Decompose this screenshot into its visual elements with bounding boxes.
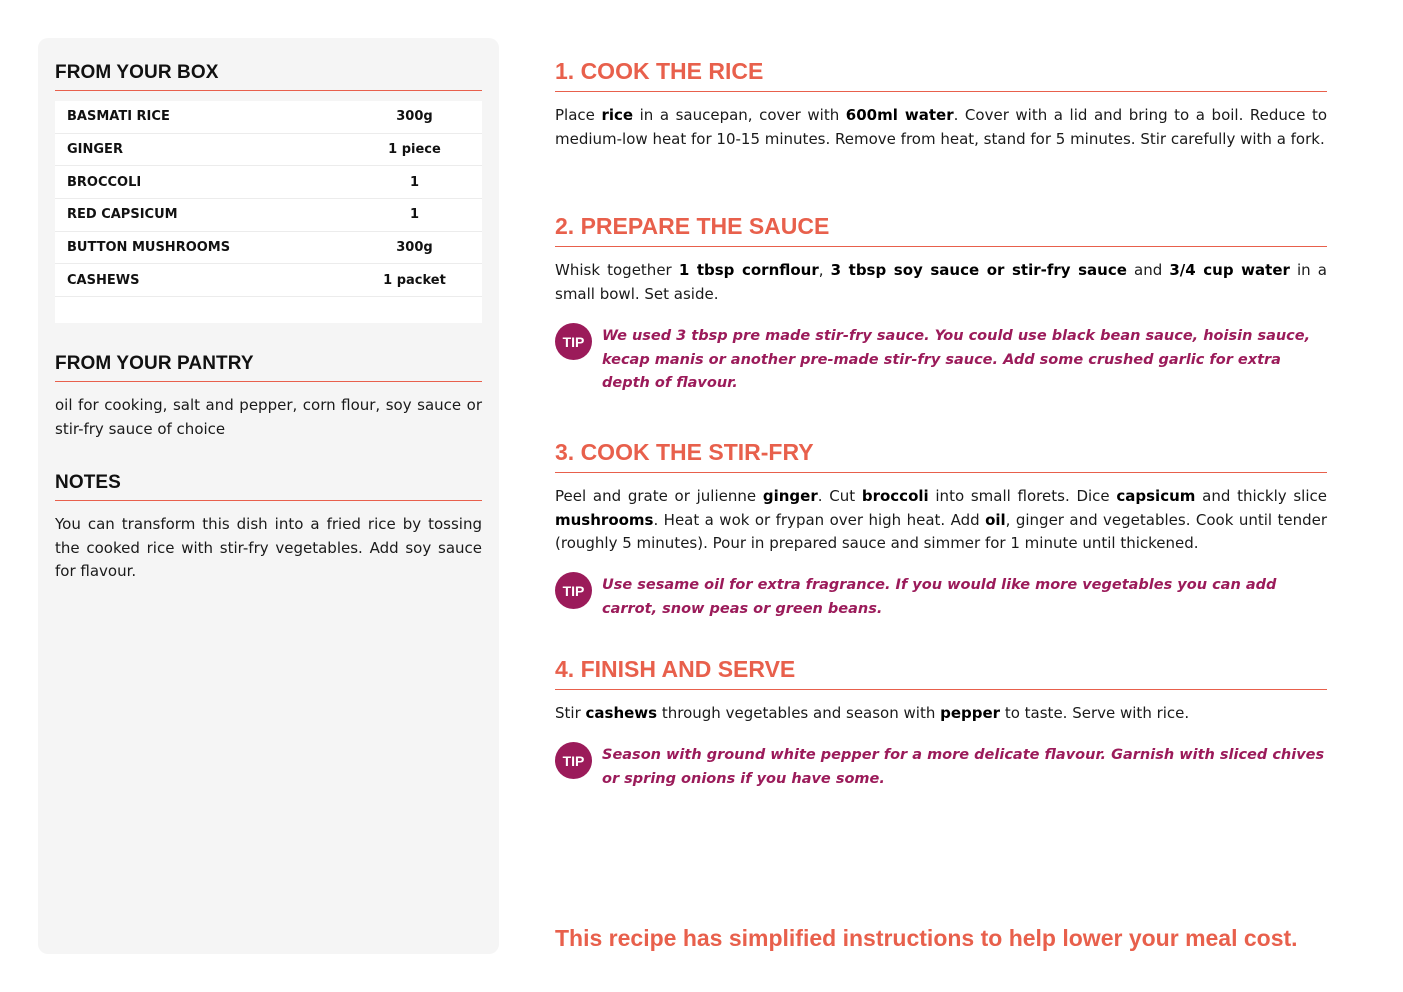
step-text-bold: ginger: [762, 487, 818, 505]
step-text-bold: mushrooms: [555, 510, 654, 529]
step-text-span: . Cover with a lid and bring to a boil. Reduce to medium-low heat for 10-15 minutes. Remove from heat, stand for 5 minutes. Stir carefully with a fork.: [555, 106, 1328, 148]
ingredient-qty: 1: [409, 174, 420, 190]
ingredient-name: BUTTON MUSHROOMS: [67, 240, 231, 256]
step-text: [555, 485, 1327, 556]
ingredient-name: BROCCOLI: [67, 174, 142, 190]
tip: [555, 572, 1327, 621]
step-text-bold: cashews: [585, 704, 658, 722]
step-text-bold: 600ml water: [845, 106, 954, 124]
step-text-span: in a saucepan, cover with: [633, 106, 846, 124]
notes-section: [55, 472, 482, 584]
step-4: [555, 656, 1327, 787]
step-1: [555, 58, 1327, 151]
step-text-bold: capsicum: [1116, 487, 1196, 505]
ingredient-name: CASHEWS: [67, 272, 140, 288]
step-text-bold: rice: [601, 106, 634, 124]
ingredient-qty: 300g: [396, 109, 433, 125]
step-text-span: , ginger and vegetables. Cook until tender (roughly 5 minutes). Pour in prepared sauce and simmer for 1 minute until thickened.: [555, 510, 1328, 552]
ingredient-row: [55, 199, 482, 232]
tip-badge: TIP: [555, 323, 592, 360]
step-heading: 4. FINISH AND SERVE: [555, 656, 1327, 690]
tip-badge: TIP: [555, 742, 592, 779]
ingredient-qty: 1: [409, 207, 420, 223]
ingredient-name: GINGER: [67, 142, 123, 158]
from-your-box-section: [55, 62, 482, 323]
step-text-span: . Cut: [817, 487, 862, 505]
pantry-text: oil for cooking, salt and pepper, corn flour, soy sauce or stir-fry sauce of choice: [55, 396, 482, 438]
step-2: [555, 213, 1327, 391]
ingredient-qty: 300g: [396, 240, 433, 256]
ingredient-row: [55, 166, 482, 199]
ingredient-qty: 1 piece: [388, 142, 441, 158]
step-text-span: in a small bowl. Set aside.: [555, 261, 1327, 303]
step-text-bold: 1 tbsp cornflour: [678, 261, 819, 279]
ingredient-name: BASMATI RICE: [67, 109, 170, 125]
ingredient-name: RED CAPSICUM: [67, 207, 178, 223]
step-text-span: ,: [818, 261, 831, 279]
ingredient-row: [55, 134, 482, 167]
from-your-box-heading: FROM YOUR BOX: [55, 62, 482, 91]
step-text-bold: oil: [985, 510, 1006, 529]
step-heading: 3. COOK THE STIR-FRY: [555, 439, 1327, 473]
step-text: [555, 259, 1327, 306]
step-text-span: and: [1126, 261, 1170, 279]
step-text-span: Peel and grate or julienne: [555, 487, 763, 505]
step-text: [555, 702, 1327, 726]
ingredient-qty: 1 packet: [383, 272, 446, 288]
footer-note: This recipe has simplified instructions to help lower your meal cost.: [555, 925, 1298, 951]
step-text-span: and thickly slice: [1195, 487, 1327, 505]
from-your-pantry-section: [55, 353, 482, 441]
step-text-span: Place: [555, 106, 602, 124]
step-text-bold: pepper: [940, 704, 1001, 722]
ingredients-table: [55, 101, 482, 323]
from-your-pantry-heading: FROM YOUR PANTRY: [55, 353, 482, 382]
step-text-span: through vegetables and season with: [657, 704, 941, 722]
step-text-bold: broccoli: [861, 487, 929, 505]
step-heading: 1. COOK THE RICE: [555, 58, 1327, 92]
ingredient-row: [55, 264, 482, 297]
ingredient-row: [55, 232, 482, 265]
notes-heading: NOTES: [55, 472, 482, 501]
tip-text: We used 3 tbsp pre made stir-fry sauce. You could use black bean sauce, hoisin sauce, kecap manis or another pre-made stir-fry sauce. Add some crushed garlic for extra depth of flavour.: [602, 328, 1311, 391]
step-text: [555, 104, 1327, 151]
ingredients-sidebar: [38, 38, 499, 954]
notes-text: You can transform this dish into a fried rice by tossing the cooked rice with stir-fry vegetables. Add soy sauce for flavour.: [55, 515, 482, 580]
tip-badge: TIP: [555, 572, 592, 609]
step-text-bold: 3/4 cup water: [1169, 261, 1290, 279]
tip-text: Use sesame oil for extra fragrance. If you would like more vegetables you can add carrot, snow peas or green beans.: [602, 577, 1277, 617]
step-text-span: Stir: [555, 704, 586, 722]
tip: [555, 742, 1327, 791]
step-text-bold: 3 tbsp soy sauce or stir-fry sauce: [830, 261, 1127, 279]
ingredient-row: [55, 101, 482, 134]
step-text-span: Whisk together: [555, 261, 679, 279]
step-text-span: to taste. Serve with rice.: [1000, 704, 1190, 722]
tip-text: Season with ground white pepper for a more delicate flavour. Garnish with sliced chives or spring onions if you have some.: [602, 747, 1325, 787]
step-heading: 2. PREPARE THE SAUCE: [555, 213, 1327, 247]
step-text-span: . Heat a wok or frypan over high heat. Add: [653, 510, 986, 529]
step-text-span: into small florets. Dice: [928, 487, 1117, 505]
step-3: [555, 439, 1328, 617]
tip: [555, 323, 1327, 396]
